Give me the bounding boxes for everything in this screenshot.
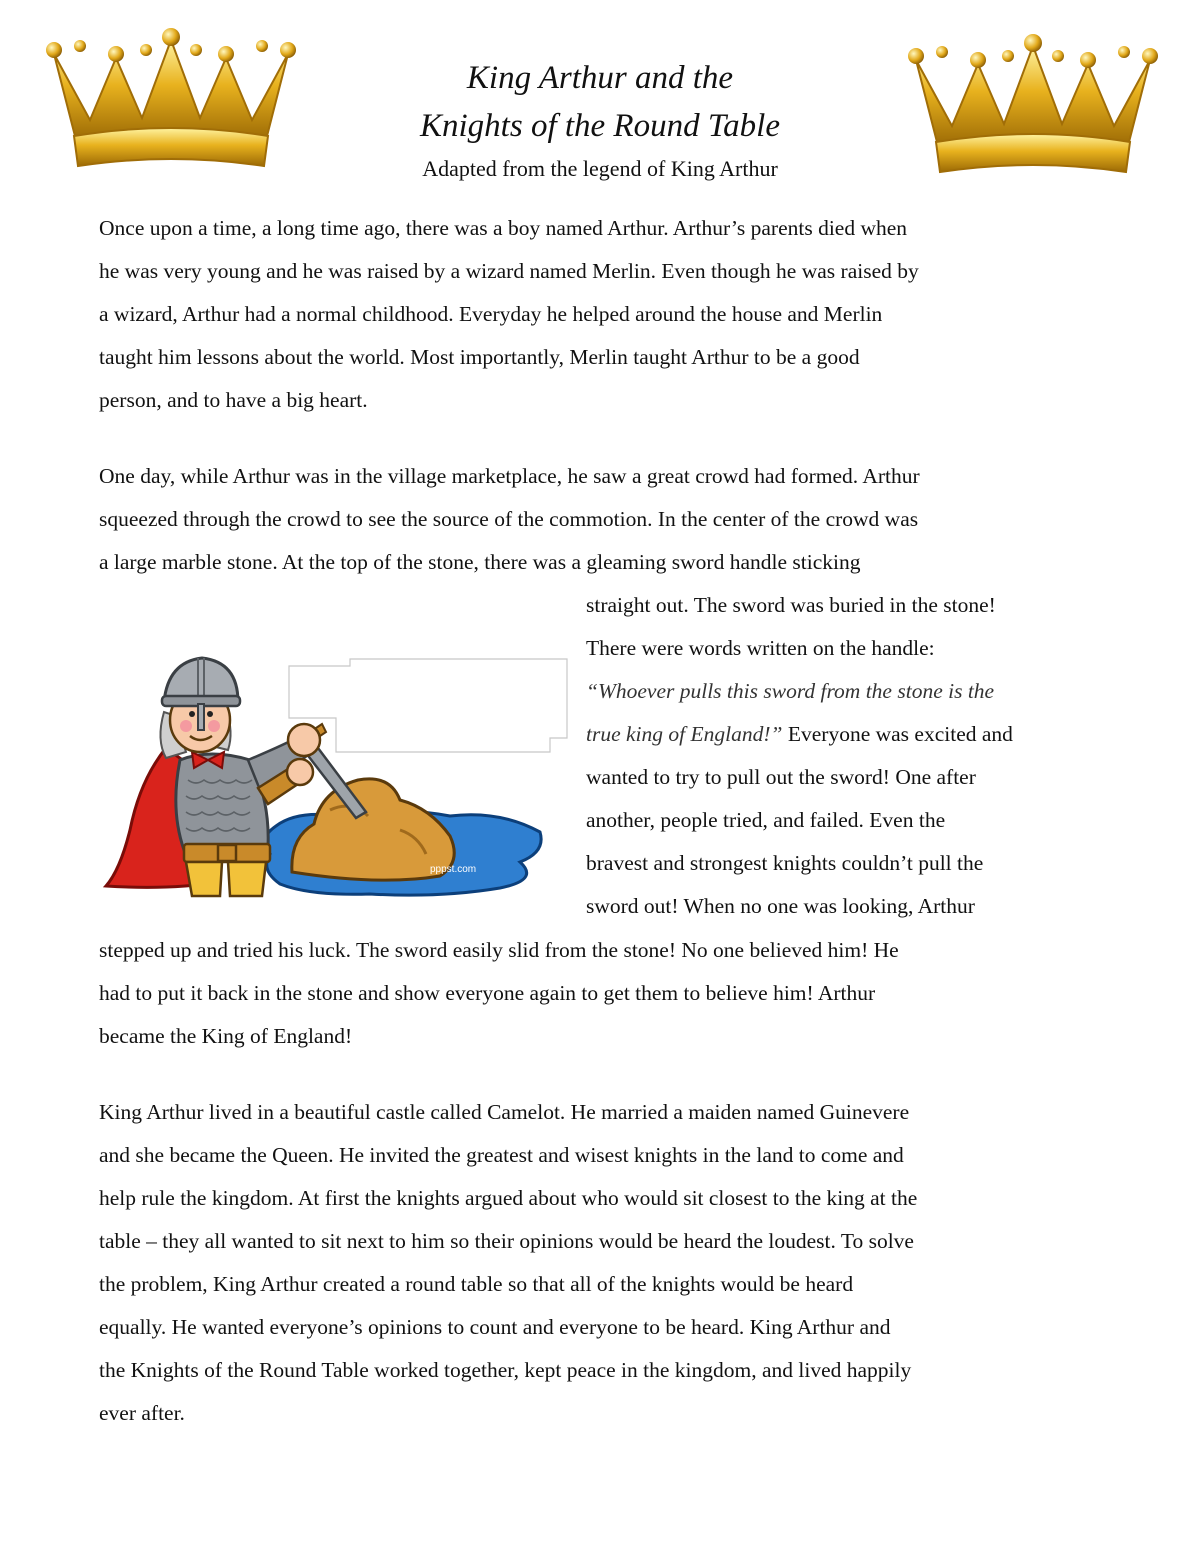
page-title-line-2: Knights of the Round Table [420,108,780,144]
page-subtitle: Adapted from the legend of King Arthur [422,156,778,181]
paragraph-2-line: became the King of England! [99,1024,353,1048]
paragraph-2-line [586,719,1013,749]
paragraph-2-line: stepped up and tried his luck. The sword easily slid from the stone! No one believed him! He [99,938,899,962]
sword-inscription-line: true king of England!” [586,722,783,746]
paragraph-2-line: wanted to try to pull out the sword! One after [586,765,976,789]
paragraph-3-line: the problem, King Arthur created a round table so that all of the knights would be heard [99,1272,854,1296]
paragraph-3-line: ever after. [99,1401,185,1425]
paragraph-2-line: One day, while Arthur was in the village marketplace, he saw a great crowd had formed. Arthur [99,464,920,488]
crown-icon [40,28,302,178]
paragraph-2-line: straight out. The sword was buried in the stone! [586,593,996,617]
page-title-line-1: King Arthur and the [466,60,734,96]
paragraph-2-line: squeezed through the crowd to see the source of the commotion. In the center of the crowd was [99,507,919,531]
title-block [300,54,900,186]
paragraph-3-line: equally. He wanted everyone’s opinions to count and everyone to be heard. King Arthur and [99,1315,891,1339]
paragraph-2-line: There were words written on the handle: [586,636,935,660]
paragraph-2-line: a large marble stone. At the top of the stone, there was a gleaming sword handle sticking [99,550,861,574]
crown-image-right [902,34,1164,184]
paragraph-1-line: taught him lessons about the world. Most importantly, Merlin taught Arthur to be a good [99,345,860,369]
paragraph-2-text: Everyone was excited and [782,722,1013,746]
crown-image-left [40,28,302,178]
paragraph-1-line: he was very young and he was raised by a wizard named Merlin. Even though he was raised by [99,259,919,283]
paragraph-2-line: had to put it back in the stone and show everyone again to get them to believe him! Arthur [99,981,876,1005]
crown-icon [902,34,1164,184]
arthur-pulling-sword-illustration [100,640,550,906]
illustration-watermark: pppst.com [430,864,477,875]
paragraph-3-line: the Knights of the Round Table worked together, kept peace in the kingdom, and lived happily [99,1358,912,1382]
paragraph-3-line: and she became the Queen. He invited the greatest and wisest knights in the land to come and [99,1143,904,1167]
paragraph-2-line: another, people tried, and failed. Even the [586,808,946,832]
paragraph-3-line: table – they all wanted to sit next to him so their opinions would be heard the loudest. To solve [99,1229,914,1253]
paragraph-1-line: Once upon a time, a long time ago, there was a boy named Arthur. Arthur’s parents died when [99,216,908,240]
paragraph-2-line: sword out! When no one was looking, Arthur [586,894,975,918]
paragraph-3-line: help rule the kingdom. At first the knights argued about who would sit closest to the king at the [99,1186,918,1210]
paragraph-2-line: bravest and strongest knights couldn’t pull the [586,851,984,875]
paragraph-3-line: King Arthur lived in a beautiful castle called Camelot. He married a maiden named Guinevere [99,1100,910,1124]
paragraph-1-line: a wizard, Arthur had a normal childhood. Everyday he helped around the house and Merlin [99,302,883,326]
paragraph-1-line: person, and to have a big heart. [99,388,368,412]
sword-inscription-line: “Whoever pulls this sword from the stone is the [586,679,995,703]
